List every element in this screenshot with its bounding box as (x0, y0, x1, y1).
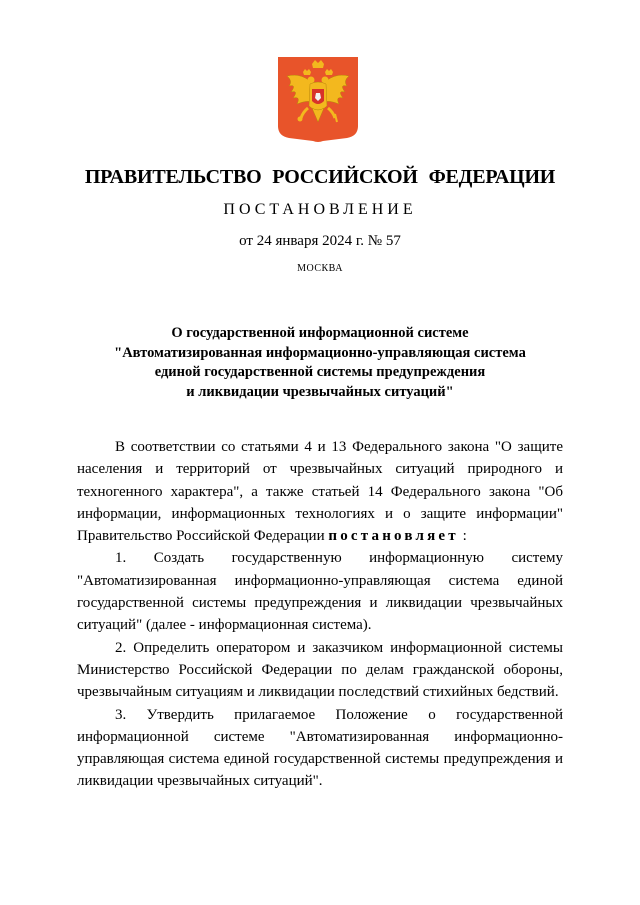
document-city: МОСКВА (297, 263, 343, 274)
coat-of-arms-emblem (277, 56, 359, 144)
government-title: ПРАВИТЕЛЬСТВО РОССИЙСКОЙ ФЕДЕРАЦИИ (84, 166, 556, 188)
subject-line: единой государственной системы предупреждения (154, 364, 486, 380)
decree-item-3: 3. Утвердить прилагаемое Положение о государственной информационной системе "Автоматизированная информационно-управляющая система единой государственной системы предупреждения и ликвидации чрезвычайных ситуаций". (77, 706, 563, 790)
document-subject (80, 324, 560, 402)
subject-line: О государственной информационной системе (171, 325, 469, 341)
preamble-paragraph (77, 436, 563, 547)
document-body (77, 436, 563, 793)
decree-colon: : (458, 528, 467, 545)
document-date-number: от 24 января 2024 г. № 57 (239, 233, 401, 249)
document-type: ПОСТАНОВЛЕНИЕ (223, 201, 417, 218)
decree-word: постановляет (328, 528, 459, 545)
decree-item-1: 1. Создать государственную информационную систему "Автоматизированная информационно-управляющая система единой государственной системы предупреждения и ликвидации чрезвычайных ситуаций" (далее - информационная система). (77, 550, 563, 634)
decree-item-2: 2. Определить оператором и заказчиком информационной системы Министерство Российской Федерации по делам гражданской обороны, чрезвычайным ситуациям и ликвидации последствий стихийных бедствий. (77, 639, 563, 701)
preamble-text: В соответствии со статьями 4 и 13 Федерального закона "О защите населения и территорий от чрезвычайных ситуаций природного и техногенного характера", а также статьей 14 Федерального закона "Об информации, информационных технологиях и о защите информации" Правительство Российской Федерации (77, 439, 563, 545)
subject-line: "Автоматизированная информационно-управляющая система (114, 344, 526, 361)
subject-line: и ликвидации чрезвычайных ситуаций" (186, 383, 454, 400)
